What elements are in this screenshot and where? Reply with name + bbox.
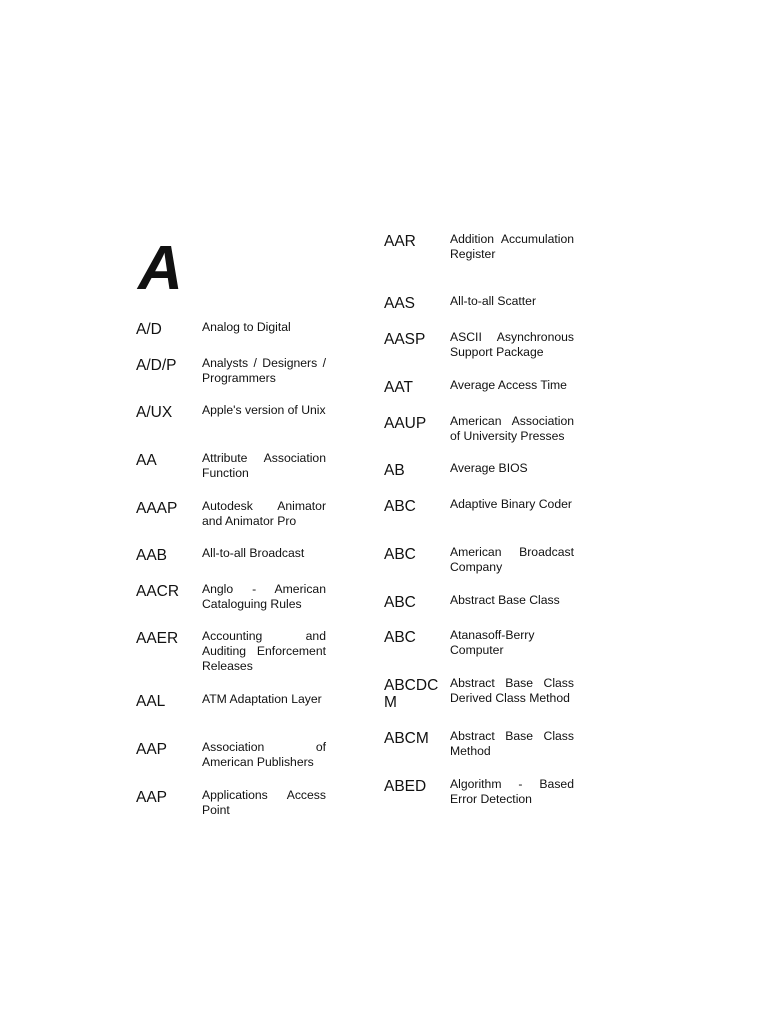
entry-abbreviation: AA (136, 452, 157, 469)
entry-abbreviation: AAP (136, 741, 168, 758)
entry-abbreviation: AAT (384, 379, 413, 396)
left-column (136, 234, 326, 824)
entry-abbreviation: AB (384, 462, 405, 479)
glossary-entry (136, 320, 326, 356)
entry-abbreviation: ABC (384, 498, 416, 515)
entry-definition: Adaptive Binary Coder (450, 497, 572, 511)
entry-definition: Abstract Base Class Method (450, 729, 574, 758)
glossary-entry (384, 777, 574, 817)
glossary-entry (136, 788, 326, 824)
glossary-entry (384, 593, 574, 628)
entry-definition: Autodesk Animator and Animator Pro (202, 499, 326, 528)
glossary-entry (136, 403, 326, 451)
section-letter-heading: A (138, 234, 183, 303)
entry-definition: American Association of University Presses (450, 414, 574, 443)
entry-definition: Apple's version of Unix (202, 403, 326, 417)
glossary-entry (136, 451, 326, 499)
glossary-entry (384, 294, 574, 330)
glossary-entry (384, 378, 574, 414)
glossary-entry (136, 546, 326, 582)
entry-abbreviation: ABED (384, 778, 427, 795)
entry-abbreviation: ABC (384, 629, 416, 646)
entry-abbreviation: AAAP (136, 500, 178, 517)
entry-definition: Abstract Base Class Derived Class Method (450, 676, 574, 705)
entry-abbreviation: AAR (384, 233, 416, 250)
entry-abbreviation: AASP (384, 331, 426, 348)
entry-definition: Anglo - American Cataloguing Rules (202, 582, 326, 611)
glossary-entry (384, 232, 574, 294)
entry-definition: Accounting and Auditing Enforcement Releases (202, 629, 326, 673)
entry-definition: Analysts / Designers / Programmers (202, 356, 326, 385)
entry-definition: All-to-all Scatter (450, 294, 537, 308)
entry-definition: Analog to Digital (202, 320, 291, 334)
glossary-entry (136, 499, 326, 546)
glossary-entry (136, 629, 326, 692)
entry-abbreviation: AAB (136, 547, 168, 564)
glossary-entry (136, 692, 326, 740)
entry-abbreviation: ABCDCM (384, 677, 439, 711)
entry-abbreviation: A/UX (136, 404, 173, 421)
entry-definition: ATM Adaptation Layer (202, 692, 322, 706)
glossary-entry (384, 497, 574, 545)
entry-definition: Abstract Base Class (450, 593, 560, 607)
glossary-entry (384, 545, 574, 593)
entry-abbreviation: ABCM (384, 730, 429, 747)
entry-abbreviation: AACR (136, 583, 180, 600)
glossary-entry (384, 330, 574, 378)
entry-abbreviation: AAP (136, 789, 168, 806)
glossary-entry (136, 740, 326, 788)
glossary-entry (384, 676, 574, 729)
entry-abbreviation: A/D (136, 321, 162, 338)
glossary-entry (384, 461, 574, 497)
entry-definition: Atanasoff-Berry Computer (450, 628, 535, 657)
entry-definition: ASCII Asynchronous Support Package (450, 330, 574, 359)
entry-definition: Algorithm - Based Error Detection (450, 777, 574, 806)
right-column (384, 232, 574, 817)
glossary-entry (136, 582, 326, 629)
entry-definition: Average BIOS (450, 461, 528, 475)
glossary-entry (384, 729, 574, 777)
entry-definition: Association of American Publishers (202, 740, 326, 769)
entry-abbreviation: A/D/P (136, 357, 177, 374)
entry-abbreviation: AAS (384, 295, 416, 312)
entry-definition: Applications Access Point (202, 788, 326, 817)
entry-definition: Attribute Association Function (202, 451, 326, 480)
entry-definition: All-to-all Broadcast (202, 546, 305, 560)
entry-abbreviation: ABC (384, 546, 416, 563)
glossary-entry (384, 414, 574, 461)
glossary-entry (384, 628, 574, 676)
entry-abbreviation: AAER (136, 630, 179, 647)
entry-definition: Average Access Time (450, 378, 567, 392)
glossary-entry (136, 356, 326, 403)
entry-abbreviation: AAL (136, 693, 166, 710)
entry-definition: Addition Accumulation Register (450, 232, 574, 261)
entry-abbreviation: AAUP (384, 415, 427, 432)
entry-abbreviation: ABC (384, 594, 416, 611)
entry-definition: American Broadcast Company (450, 545, 574, 574)
